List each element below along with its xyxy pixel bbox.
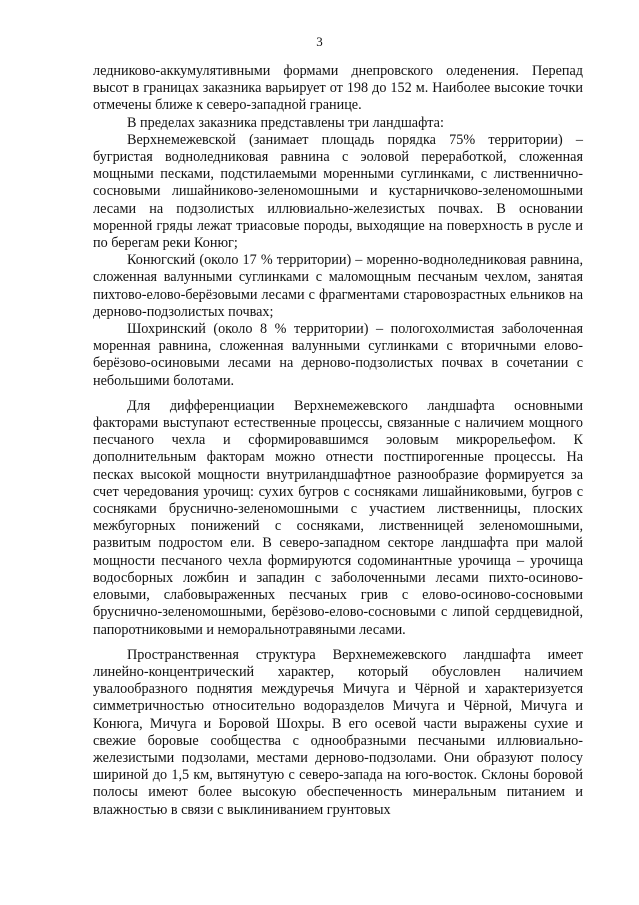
paragraph-verkhnemezhevskoy: Верхнемежевской (занимает площадь порядка 75% территории) – бугристая водноледниковая равнина с эоловой переработкой, сложенная мощными песками, подстилаемыми моренными суглинками, с лиственнично-сосновыми лишайниково-зеленомошными и кустарничково-зеленомошными лесами на подзолистых иллювиально-железистых почвах. В основании моренной гряды лежат триасовые породы, выходящие на поверхность в русле и по берегам реки Конюг; [93, 131, 583, 252]
paragraph-continuation: ледниково-аккумулятивными формами днепровского оледенения. Перепад высот в границах заказника варьирует от 198 до 152 м. Наиболее высокие точки отмечены ближе к северо-западной границе. [93, 63, 583, 114]
paragraph-landscapes-intro: В пределах заказника представлены три ландшафта: [127, 114, 444, 131]
paragraph-shokhrinsky: Шохринский (около 8 % территории) – пологохолмистая заболоченная моренная равнина, сложенная валунными суглинками с вторичными елово-берёзово-осиновыми лесами на дерново-подзолистых почвах в сочетании с небольшими болотами. [93, 321, 583, 389]
page-number: 3 [316, 34, 323, 49]
body-text [93, 63, 583, 819]
paragraph-spatial-structure: Пространственная структура Верхнемежевского ландшафта имеет линейно-концентрический характер, который обусловлен наличием увалообразного поднятия междуречья Мичуга и Чёрной и характеризуется симметричностью относительно водоразделов Мичуга и Чёрной, Мичуга и Конюга, Мичуга и Боровой Шохры. В его осевой части выражены сухие и свежие боровые сообщества с однообразными песчаными иллювиально-железистыми подзолами, местами дерново-подзолами. Они образуют полосу шириной до 1,5 км, вытянутую с северо-запада на юго-восток. Склоны боровой полосы имеют более высокую обеспеченность минеральным питанием и влажностью в связи с выклиниванием грунтовых [93, 646, 583, 818]
paragraph-differentiation: Для дифференциации Верхнемежевского ландшафта основными факторами выступают естественные процессы, связанные с наличием мощного песчаного чехла и сформировавшимся эоловым микрорельефом. К дополнительным факторам можно отнести постпирогенные процессы. На песках высокой мощности внутриландшафтное разнообразие формируется за счет чередования урочищ: сухих бугров с сосняками лишайниковыми, бугров с сосняками бруснично-зеленомошными с участием лиственницы, плоских межбугорных понижений с сосняками, лиственницей зеленомошными, развитым подростом ели. В северо-западном секторе ландшафта при малой мощности песчаного чехла формируются содоминантные урочища – урочища водосборных ложбин и западин с заболоченными лесами пихто-осиново-еловыми, слабовыраженных песчаных грив с елово-осиново-сосновыми бруснично-зеленомошными, берёзово-елово-сосновыми с липой сердцевидной, папоротниковыми и неморальнотравяными лесами. [93, 397, 583, 638]
paragraph-konyugsky: Конюгский (около 17 % территории) – моренно-водноледниковая равнина, сложенная валунными суглинками с маломощным песчаным чехлом, занятая пихтово-елово-берёзовыми лесами с фрагментами старовозрастных ельников на дерново-подзолистых почвах; [93, 252, 583, 320]
